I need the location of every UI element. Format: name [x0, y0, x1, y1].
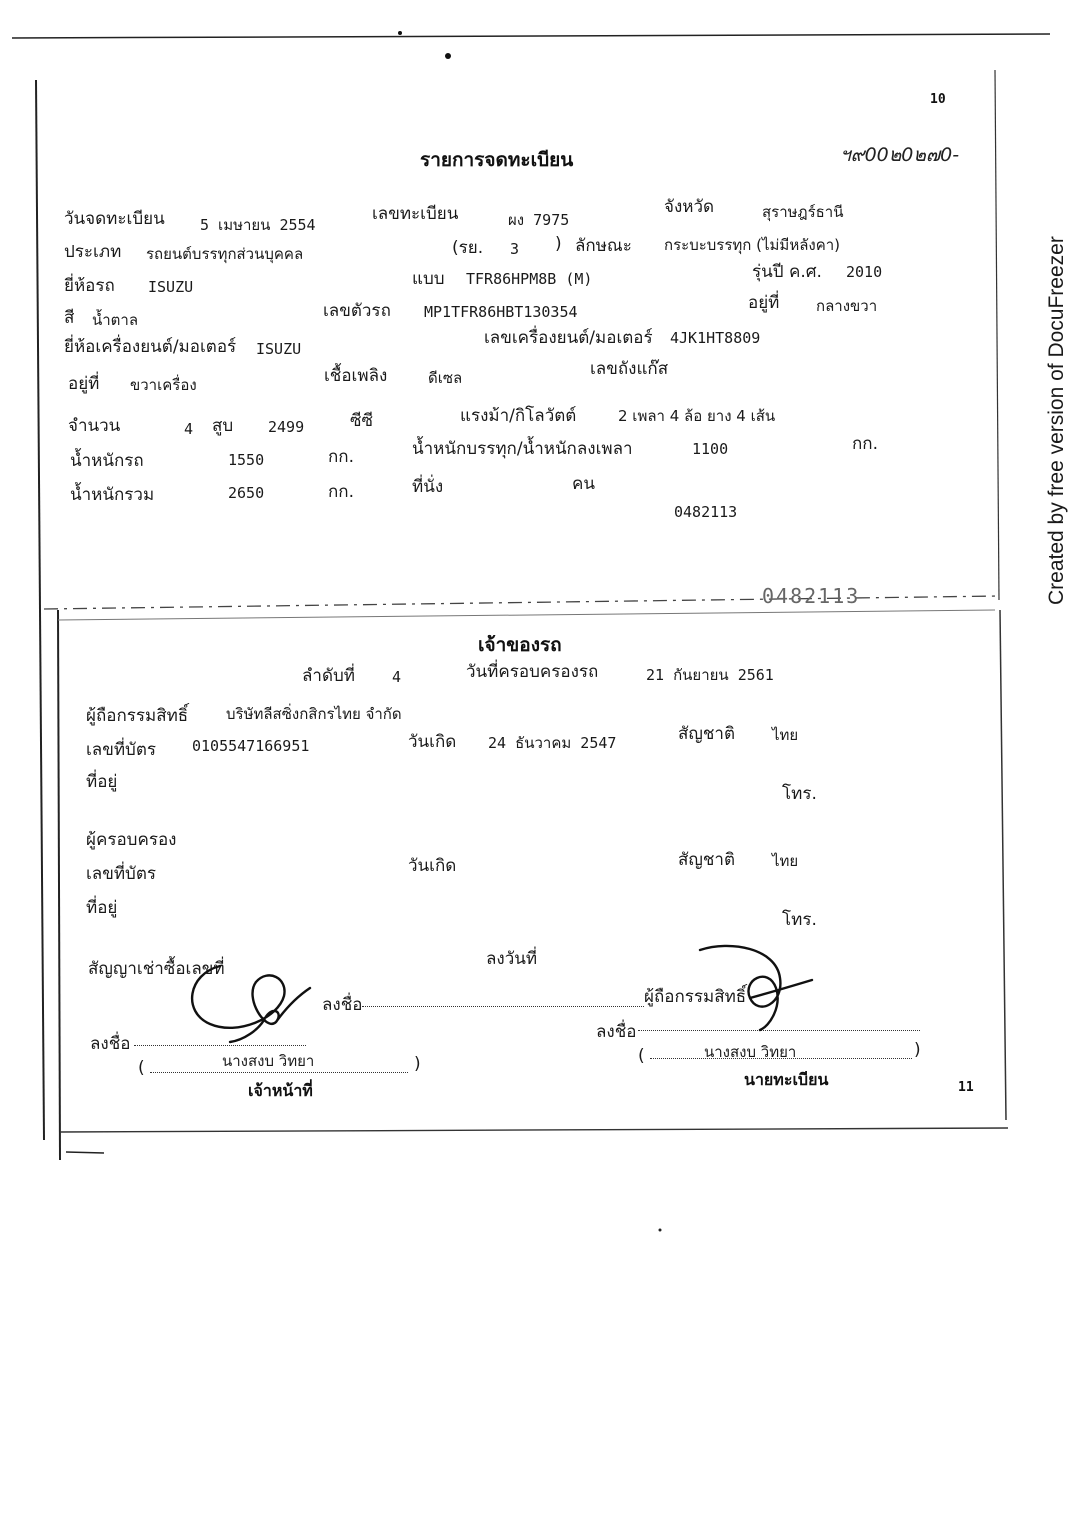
persons-label: คน	[572, 474, 595, 494]
possession-date: 21 กันยายน 2561	[646, 666, 774, 684]
owner-name: บริษัทลีสซิ่งกสิกรไทย จำกัด	[226, 705, 402, 723]
load-label: น้ำหนักบรรทุก/น้ำหนักลงเพลา	[412, 439, 633, 459]
ry-value: 3	[510, 240, 520, 258]
fuel: ดีเซล	[428, 369, 463, 387]
chassis-label: เลขตัวรถ	[323, 301, 391, 321]
axles-wheels-tires: 2 เพลา 4 ล้อ ยาง 4 เส้น	[618, 407, 776, 425]
registrar-paren-close: )	[914, 1040, 921, 1060]
sign-label-middle: ลงชื่อ	[322, 995, 363, 1015]
ry-close: )	[555, 234, 562, 254]
total-weight: 2650	[228, 484, 265, 502]
owner-dob-label: วันเกิด	[408, 732, 457, 752]
province-label: จังหวัด	[664, 197, 715, 217]
holder-dob-label: วันเกิด	[408, 856, 457, 876]
province: สุราษฎร์ธานี	[762, 203, 844, 221]
officer-title: เจ้าหน้าที่	[248, 1081, 313, 1100]
seats-label: ที่นั่ง	[412, 477, 444, 497]
holder-id-label: เลขที่บัตร	[86, 864, 157, 884]
load-weight: 1100	[692, 440, 729, 458]
registrar-paren-open: (	[638, 1046, 645, 1066]
sign-label-left: ลงชื่อ	[90, 1034, 131, 1054]
owner-dob: 24 ธันวาคม 2547	[488, 734, 617, 752]
engine-number: 4JK1HT8809	[670, 329, 761, 347]
model: TFR86HPM8B (M)	[466, 270, 593, 288]
owner-id-number: 0105547166951	[192, 737, 310, 755]
reg-date: 5 เมษายน 2554	[200, 216, 316, 234]
kg-label-2: กก.	[852, 434, 878, 454]
total-weight-label: น้ำหนักรวม	[70, 485, 155, 505]
sequence-number: 4	[392, 668, 402, 686]
gas-tank-label: เลขถังแก๊ส	[590, 359, 669, 379]
officer-paren-close: )	[414, 1054, 421, 1074]
engine-location: ขวาเครื่อง	[130, 376, 197, 394]
sign-line-middle	[362, 1006, 644, 1007]
vehicle-weight-label: น้ำหนักรถ	[70, 451, 144, 471]
registrar-title: นายทะเบียน	[744, 1070, 829, 1089]
sequence-label: ลำดับที่	[302, 666, 356, 686]
handwritten-reference: ฯ๙00๒0๒๗0-	[840, 144, 960, 166]
chassis-number: MP1TFR86HBT130354	[424, 303, 578, 321]
style-label: ลักษณะ	[575, 236, 632, 256]
year-label: รุ่นปี ค.ศ.	[752, 262, 822, 282]
officer-name-line	[150, 1072, 408, 1073]
cc-label: ซีซี	[350, 411, 374, 431]
model-label: แบบ	[412, 269, 445, 289]
reg-no-label: เลขทะเบียน	[372, 204, 459, 224]
sign-date-label: ลงวันที่	[486, 949, 538, 969]
registrar-signature	[680, 940, 820, 1040]
registrar-name-line	[650, 1058, 912, 1059]
officer-signature	[180, 960, 320, 1050]
brand: ISUZU	[148, 278, 194, 296]
chassis-location: กลางขวา	[816, 297, 878, 315]
vehicle-weight: 1550	[228, 451, 265, 469]
owner-nationality-label: สัญชาติ	[678, 724, 735, 744]
faded-serial: 0482113	[762, 584, 861, 608]
owner-label: ผู้ถือกรรมสิทธิ์	[86, 706, 189, 726]
color: น้ำตาล	[92, 311, 139, 329]
registrar-name: นางสงบ วิทยา	[704, 1043, 797, 1061]
engine-at-label: อยู่ที่	[68, 374, 100, 394]
owner-sign-label: ผู้ถือกรรมสิทธิ์	[644, 987, 747, 1007]
vehicle-type: รถยนต์บรรทุกส่วนบุคคล	[146, 245, 304, 263]
horsepower-label: แรงม้า/กิโลวัตต์	[460, 406, 577, 426]
ry-label: (รย.	[452, 238, 484, 258]
registration-title: รายการจดทะเบียน	[420, 149, 574, 171]
fuel-label: เชื้อเพลิง	[324, 366, 388, 386]
type-label: ประเภท	[64, 242, 122, 262]
color-label: สี	[64, 308, 75, 328]
possession-date-label: วันที่ครอบครองรถ	[466, 662, 599, 682]
reg-date-label: วันจดทะเบียน	[64, 209, 165, 229]
owner-nationality: ไทย	[772, 726, 799, 744]
holder-label: ผู้ครอบครอง	[86, 830, 177, 850]
officer-paren-open: (	[138, 1058, 145, 1078]
sign-label-right: ลงชื่อ	[596, 1022, 637, 1042]
holder-address-label: ที่อยู่	[86, 898, 118, 918]
quantity-label: จำนวน	[68, 416, 121, 436]
document-serial: 0482113	[674, 503, 738, 521]
brand-label: ยี่ห้อรถ	[64, 276, 115, 296]
cylinder-label: สูบ	[212, 416, 234, 436]
page-number-bottom: 11	[958, 1080, 974, 1095]
owner-id-label: เลขที่บัตร	[86, 740, 157, 760]
docufreezer-watermark: Created by free version of DocuFreezer	[1045, 236, 1068, 605]
cylinders: 4	[184, 420, 194, 438]
page-number-top: 10	[930, 92, 946, 107]
officer-name: นางสงบ วิทยา	[222, 1052, 315, 1070]
engine-number-label: เลขเครื่องยนต์/มอเตอร์	[484, 328, 653, 348]
owner-address-label: ที่อยู่	[86, 772, 118, 792]
holder-nationality: ไทย	[772, 852, 799, 870]
engine-cc: 2499	[268, 418, 305, 436]
kg-label-1: กก.	[328, 447, 354, 467]
reg-no: ผง 7975	[508, 211, 570, 229]
vehicle-style: กระบะบรรทุก (ไม่มีหลังคา)	[664, 236, 841, 254]
holder-phone-label: โทร.	[782, 910, 817, 930]
chassis-at-label: อยู่ที่	[748, 293, 780, 313]
owner-title: เจ้าของรถ	[478, 634, 562, 656]
engine-brand-label: ยี่ห้อเครื่องยนต์/มอเตอร์	[64, 337, 237, 357]
engine-brand: ISUZU	[256, 340, 302, 358]
owner-phone-label: โทร.	[782, 784, 817, 804]
model-year: 2010	[846, 263, 883, 281]
kg-label-3: กก.	[328, 482, 354, 502]
lease-contract-label: สัญญาเช่าซื้อเลขที่	[88, 959, 225, 979]
holder-nationality-label: สัญชาติ	[678, 850, 735, 870]
